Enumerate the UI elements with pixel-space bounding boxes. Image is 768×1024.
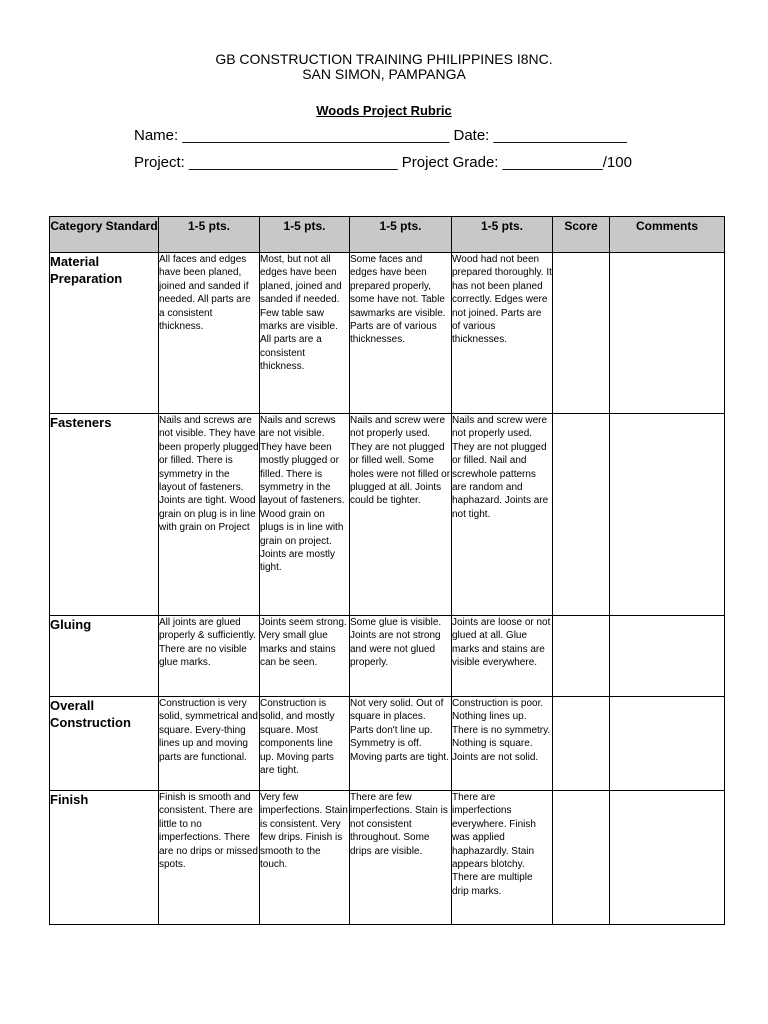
level-cell: There are imperfections everywhere. Finish was applied haphazardly. Stain appears blotchy. There are multiple drip marks.	[452, 791, 553, 925]
level-cell: Some glue is visible. Joints are not strong and were not glued properly.	[350, 616, 452, 697]
level-cell: Nails and screws are not visible. They have been mostly plugged or filled. There is symmetry in the layout of fasteners. Wood grain on plugs is in line with grain on project. Joints are mostly tight.	[260, 414, 350, 616]
header-comments: Comments	[610, 217, 725, 253]
comments-cell[interactable]	[610, 253, 725, 414]
name-label: Name:	[134, 127, 179, 144]
header-category: Category Standard	[50, 217, 159, 253]
table-row	[50, 616, 725, 697]
level-cell: Not very solid. Out of square in places. Parts don't line up. Symmetry is off. Moving parts are tight.	[350, 697, 452, 791]
table-row	[50, 697, 725, 791]
table-row	[50, 253, 725, 414]
score-cell[interactable]	[553, 253, 610, 414]
level-cell: All joints are glued properly & sufficiently. There are no visible glue marks.	[159, 616, 260, 697]
date-label: Date:	[453, 127, 490, 144]
table-row	[50, 791, 725, 925]
score-cell[interactable]	[553, 697, 610, 791]
rubric-table	[49, 216, 725, 925]
category-cell: Gluing	[50, 616, 159, 697]
level-cell: Nails and screw were not properly used. They are not plugged or filled. Nail and screwhole patterns are random and haphazard. Joints are not tight.	[452, 414, 553, 616]
project-grade-row	[134, 154, 632, 171]
level-cell: Most, but not all edges have been planed, joined and sanded if needed. Few table saw marks are visible. All parts are a consistent thickness.	[260, 253, 350, 414]
header-level-4: 1-5 pts.	[452, 217, 553, 253]
name-blank: ________________________________	[182, 127, 450, 144]
level-cell: Wood had not been prepared thoroughly. It has not been planed correctly. Edges were not joined. Parts are of various thicknesses.	[452, 253, 553, 414]
category-cell: Fasteners	[50, 414, 159, 616]
project-blank: _________________________	[189, 154, 398, 171]
level-cell: Joints seem strong. Very small glue marks and stains can be seen.	[260, 616, 350, 697]
header-level-1: 1-5 pts.	[159, 217, 260, 253]
document-title: Woods Project Rubric	[316, 103, 452, 118]
comments-cell[interactable]	[610, 414, 725, 616]
level-cell: Finish is smooth and consistent. There are little to no imperfections. There are no drips or missed spots.	[159, 791, 260, 925]
date-blank: ________________	[493, 127, 627, 144]
comments-cell[interactable]	[610, 616, 725, 697]
level-cell: Construction is poor. Nothing lines up. There is no symmetry. Nothing is square. Joints are not solid.	[452, 697, 553, 791]
level-cell: There are few imperfections. Stain is not consistent throughout. Some drips are visible.	[350, 791, 452, 925]
level-cell: All faces and edges have been planed, joined and sanded if needed. All parts are a consistent thickness.	[159, 253, 260, 414]
grade-blank: ____________/100	[502, 154, 632, 171]
organization-address: SAN SIMON, PAMPANGA	[302, 66, 466, 82]
comments-cell[interactable]	[610, 697, 725, 791]
header-row	[50, 217, 725, 253]
header-level-3: 1-5 pts.	[350, 217, 452, 253]
table-row	[50, 414, 725, 616]
level-cell: Some faces and edges have been prepared properly, some have not. Table sawmarks are visible. Parts are of various thicknesses.	[350, 253, 452, 414]
level-cell: Nails and screws are not visible. They have been properly plugged or filled. There is symmetry in the layout of fasteners. Joints are tight. Wood grain on plug is in line with grain on Project	[159, 414, 260, 616]
name-date-row	[134, 127, 627, 144]
comments-cell[interactable]	[610, 791, 725, 925]
score-cell[interactable]	[553, 791, 610, 925]
level-cell: Very few imperfections. Stain is consistent. Very few drips. Finish is smooth to the touch.	[260, 791, 350, 925]
organization-name: GB CONSTRUCTION TRAINING PHILIPPINES I8NC.	[215, 51, 553, 67]
category-cell: Material Preparation	[50, 253, 159, 414]
level-cell: Construction is solid, and mostly square. Most components line up. Moving parts are tight.	[260, 697, 350, 791]
project-label: Project:	[134, 154, 185, 171]
header-score: Score	[553, 217, 610, 253]
score-cell[interactable]	[553, 414, 610, 616]
level-cell: Nails and screw were not properly used. They are not plugged or filled well. Some holes were not filled or plugged at all. Joints could be tighter.	[350, 414, 452, 616]
header-level-2: 1-5 pts.	[260, 217, 350, 253]
level-cell: Joints are loose or not glued at all. Glue marks and stains are visible everywhere.	[452, 616, 553, 697]
score-cell[interactable]	[553, 616, 610, 697]
category-cell: Overall Construction	[50, 697, 159, 791]
level-cell: Construction is very solid, symmetrical and square. Every-thing lines up and moving parts are functional.	[159, 697, 260, 791]
category-cell: Finish	[50, 791, 159, 925]
grade-label: Project Grade:	[401, 154, 499, 171]
